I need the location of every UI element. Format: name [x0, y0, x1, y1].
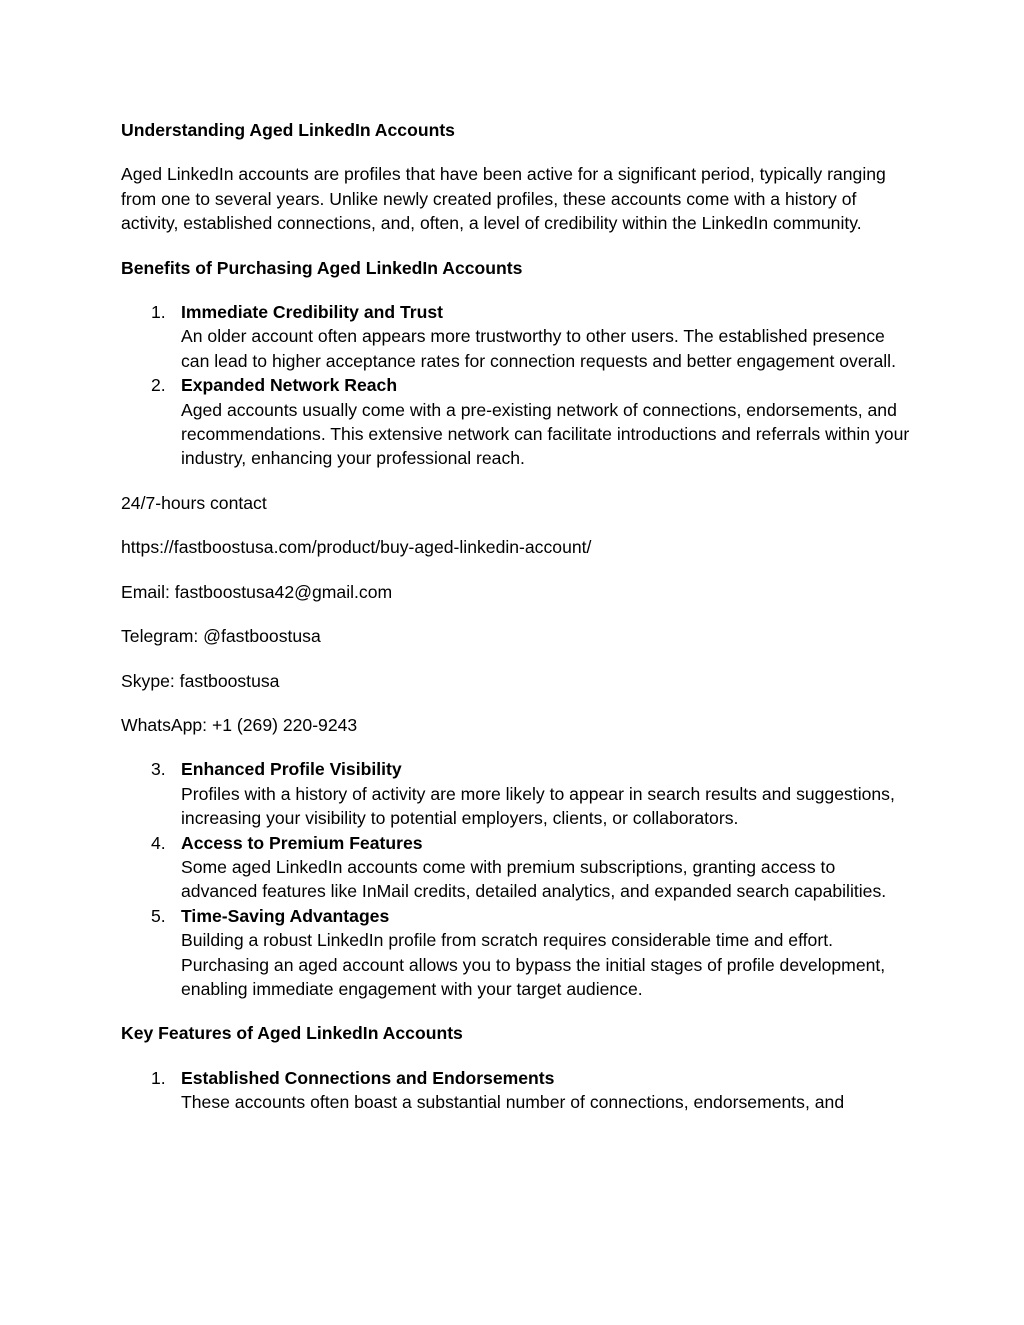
list-item-number: 4.: [151, 832, 166, 853]
contact-email: Email: fastboostusa42@gmail.com: [121, 581, 393, 602]
list-item-body: These accounts often boast a substantial number of connections, endorsements, and: [181, 1092, 845, 1113]
list-item-body: An older account often appears more trustworthy to other users. The established presence can lead to higher acceptance rates for connection requests and better engagement overall.: [181, 326, 896, 371]
contact-url[interactable]: https://fastboostusa.com/product/buy-aged-linkedin-account/: [121, 537, 592, 558]
contact-hours: 24/7-hours contact: [121, 492, 267, 513]
intro-paragraph: Aged LinkedIn accounts are profiles that have been active for a significant period, typically ranging from one to several years. Unlike newly created profiles, these accounts come with a history of activity, established connections, and, often, a level of credibility within the LinkedIn community.: [121, 164, 886, 234]
heading-benefits: Benefits of Purchasing Aged LinkedIn Accounts: [121, 257, 523, 278]
list-item-number: 2.: [151, 375, 166, 396]
list-item: [121, 373, 911, 471]
list-item-number: 1.: [151, 302, 166, 323]
list-item-number: 3.: [151, 759, 166, 780]
list-item-number: 5.: [151, 905, 166, 926]
features-list: [121, 1066, 911, 1115]
list-item-title: Established Connections and Endorsements: [181, 1067, 555, 1088]
list-item-body: Some aged LinkedIn accounts come with premium subscriptions, granting access to advanced features like InMail credits, detailed analytics, and expanded search capabilities.: [181, 856, 887, 902]
list-item-body: Profiles with a history of activity are more likely to appear in search results and suggestions, increasing your visibility to potential employers, clients, or collaborators.: [181, 783, 895, 829]
list-item: [121, 1066, 911, 1115]
list-item-title: Enhanced Profile Visibility: [181, 759, 402, 780]
contact-whatsapp: WhatsApp: +1 (269) 220-9243: [121, 714, 358, 735]
list-item-title: Access to Premium Features: [181, 832, 423, 853]
heading-understanding: Understanding Aged LinkedIn Accounts: [121, 120, 455, 140]
list-item: [121, 904, 911, 1002]
contact-telegram: Telegram: @fastboostusa: [121, 626, 321, 647]
heading-key-features: Key Features of Aged LinkedIn Accounts: [121, 1023, 463, 1044]
contact-skype: Skype: fastboostusa: [121, 670, 280, 691]
list-item: [121, 757, 911, 830]
document-page: [121, 118, 911, 1135]
list-item-body: Building a robust LinkedIn profile from scratch requires considerable time and effort. Purchasing an aged account allows you to bypass the initial stages of profile development, enabling immediate engagement with your target audience.: [181, 930, 886, 999]
benefits-list: [121, 300, 911, 471]
benefits-list-continued: [121, 757, 911, 1001]
list-item: [121, 300, 911, 373]
list-item-title: Expanded Network Reach: [181, 375, 398, 396]
list-item-title: Time-Saving Advantages: [181, 905, 390, 926]
list-item: [121, 831, 911, 904]
list-item-number: 1.: [151, 1067, 166, 1088]
list-item-title: Immediate Credibility and Trust: [181, 302, 444, 323]
list-item-body: Aged accounts usually come with a pre-existing network of connections, endorsements, and recommendations. This extensive network can facilitate introductions and referrals within your industry, enhancing your professional reach.: [181, 399, 910, 469]
